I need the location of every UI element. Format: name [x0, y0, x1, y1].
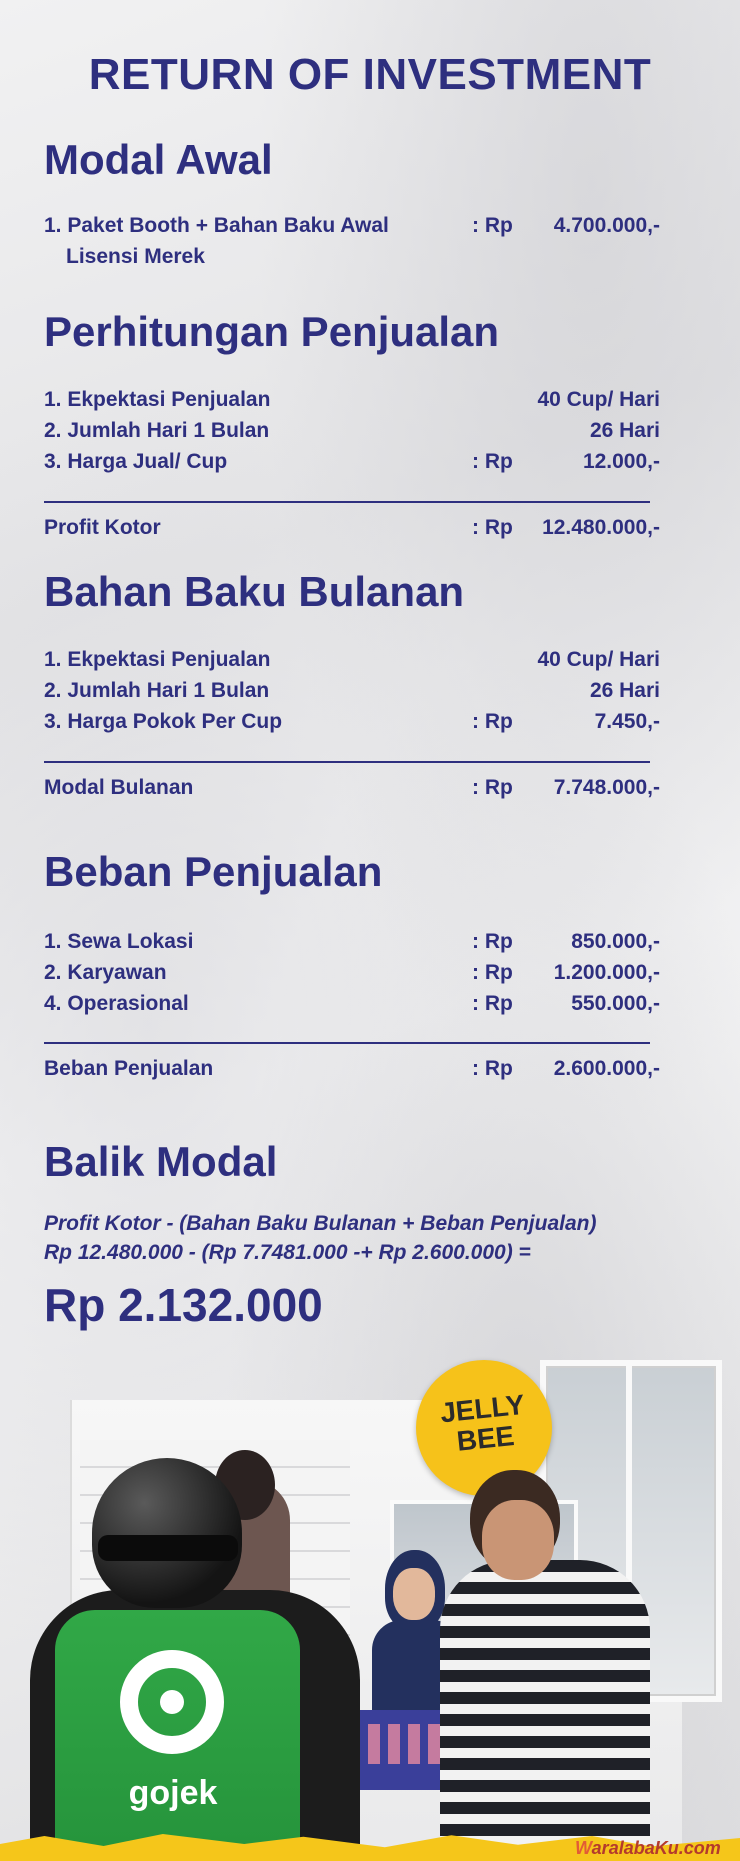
logo-line-2: BEE	[455, 1419, 516, 1457]
section-heading-bahan-baku: Bahan Baku Bulanan	[44, 568, 465, 615]
total-label: Profit Kotor	[44, 516, 161, 539]
bahan-baku-row-3	[44, 710, 664, 740]
helmet-visor	[98, 1535, 238, 1561]
total-currency: : Rp	[472, 1057, 513, 1080]
row-value: 550.000,-	[571, 992, 660, 1015]
section-heading-balik-modal: Balik Modal	[44, 1138, 278, 1185]
row-value: 1.200.000,-	[553, 961, 660, 984]
total-value: 12.480.000,-	[542, 516, 660, 539]
divider	[44, 501, 650, 503]
storefront-photo	[0, 1330, 740, 1861]
gojek-logo-dot	[160, 1690, 184, 1714]
row-label: Lisensi Merek	[66, 245, 205, 268]
bahan-baku-row-1	[44, 648, 664, 678]
row-value: 40 Cup/ Hari	[537, 648, 660, 671]
section-heading-beban: Beban Penjualan	[44, 848, 383, 895]
formula-line-2: Rp 12.480.000 - (Rp 7.7481.000 -+ Rp 2.600.000) =	[44, 1241, 531, 1264]
row-value: 850.000,-	[571, 930, 660, 953]
divider	[44, 1042, 650, 1044]
modal-bulanan-row	[44, 776, 664, 806]
total-label: Modal Bulanan	[44, 776, 194, 799]
row-label: 1. Ekpektasi Penjualan	[44, 388, 271, 411]
row-currency: : Rp	[472, 930, 513, 953]
modal-awal-row-1	[44, 214, 664, 244]
row-value: 26 Hari	[589, 419, 660, 442]
total-value: 7.748.000,-	[553, 776, 660, 799]
row-label: 2. Jumlah Hari 1 Bulan	[44, 679, 270, 702]
row-label: 3. Harga Jual/ Cup	[44, 450, 228, 473]
row-label: 2. Karyawan	[44, 961, 167, 984]
total-currency: : Rp	[472, 776, 513, 799]
bahan-baku-row-2	[44, 679, 664, 709]
profit-kotor-row	[44, 516, 664, 546]
perhitungan-row-2	[44, 419, 664, 449]
section-heading-perhitungan: Perhitungan Penjualan	[44, 308, 500, 355]
modal-awal-row-2	[44, 245, 664, 275]
customer-face	[482, 1500, 554, 1580]
row-label: 1. Ekpektasi Penjualan	[44, 648, 271, 671]
row-label: 2. Jumlah Hari 1 Bulan	[44, 419, 270, 442]
balik-modal-result: Rp 2.132.000	[44, 1279, 323, 1331]
beban-total-row	[44, 1057, 664, 1087]
row-currency: : Rp	[472, 992, 513, 1015]
vest-text: gojek	[128, 1774, 218, 1812]
row-label: 4. Operasional	[44, 992, 189, 1015]
page-title: RETURN OF INVESTMENT	[88, 50, 652, 99]
total-label: Beban Penjualan	[44, 1057, 214, 1080]
logo-line-1: JELLY	[438, 1388, 527, 1429]
logo-text	[413, 1387, 555, 1461]
row-value: 12.000,-	[582, 450, 660, 473]
row-value: 26 Hari	[589, 679, 660, 702]
total-currency: : Rp	[472, 516, 513, 539]
row-value: 40 Cup/ Hari	[537, 388, 660, 411]
section-heading-modal-awal: Modal Awal	[44, 136, 273, 183]
customer-striped-shirt	[440, 1560, 650, 1861]
formula-line-1: Profit Kotor - (Bahan Baku Bulanan + Beban Penjualan)	[44, 1212, 597, 1235]
beban-row-1	[44, 930, 664, 960]
row-label: 3. Harga Pokok Per Cup	[44, 710, 283, 733]
row-label: 1. Sewa Lokasi	[44, 930, 194, 953]
row-currency: : Rp	[472, 710, 513, 733]
row-currency: : Rp	[472, 214, 513, 237]
row-value: 7.450,-	[594, 710, 660, 733]
watermark: WaralabaKu.com	[575, 1838, 721, 1858]
perhitungan-row-3	[44, 450, 664, 480]
row-label: 1. Paket Booth + Bahan Baku Awal	[44, 214, 389, 237]
row-value: 4.700.000,-	[553, 214, 660, 237]
total-value: 2.600.000,-	[553, 1057, 660, 1080]
perhitungan-row-1	[44, 388, 664, 418]
row-currency: : Rp	[472, 961, 513, 984]
beban-row-2	[44, 961, 664, 991]
divider	[44, 761, 650, 763]
beban-row-3	[44, 992, 664, 1022]
helmet	[92, 1458, 242, 1608]
row-currency: : Rp	[472, 450, 513, 473]
staff-face	[393, 1568, 435, 1620]
